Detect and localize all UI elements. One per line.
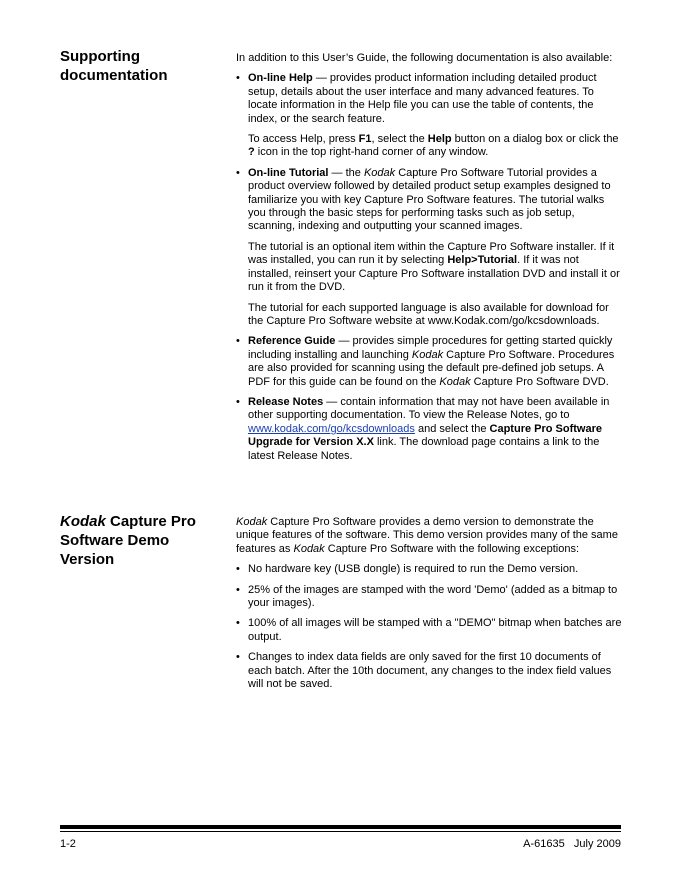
list-item-release-notes: • Release Notes — contain information that may not have been available in other supporting documentation. To view the Release Notes, go to www.kodak.com/go/kcsdownloads and select the Capture Pro Software Upgrade for Version X.X link. The download page contains a link to the latest Release Notes. xyxy=(236,395,610,462)
term-reference-guide: Reference Guide xyxy=(248,335,336,348)
bullet-icon: • xyxy=(236,395,240,408)
footer-rule-thin xyxy=(60,831,621,832)
list-item-online-tutorial: • On-line Tutorial — the Kodak Capture Pro Software Tutorial provides a product overview followed by detailed product setup examples designed to familiarize you with key Capture Pro Software features. The tutorial walks you through the basic steps for performing tasks such as job setup, scanning, indexing and outputting your scanned images. xyxy=(236,166,611,233)
list-item: • Changes to index data fields are only saved for the first 10 documents of each batch. After the 10th document, any changes to the index field values will not be saved. xyxy=(236,651,612,691)
bullet-icon: • xyxy=(236,651,240,664)
demo-intro-paragraph: Kodak Capture Pro Software provides a demo version to demonstrate the unique features of the software. This demo version provides many of the same features as Kodak Capture Pro Software with the following exceptions: xyxy=(236,516,618,555)
upgrade-link-label: Capture Pro Software Upgrade for Version X.X xyxy=(248,422,602,449)
section-title-supporting-documentation: Supporting documentation xyxy=(60,48,168,84)
page-number: 1-2 xyxy=(60,838,76,850)
help-access-paragraph: To access Help, press F1, select the Help button on a dialog box or click the ? icon in the top right-hand corner of any window. xyxy=(248,133,619,159)
list-item-reference-guide: • Reference Guide — provides simple procedures for getting started quickly including installing and launching Kodak Capture Pro Software. Procedures are also provided for scanning using the default pre-defined job setups. A PDF for this guide can be found on the Kodak Capture Pro Software DVD. xyxy=(236,335,615,388)
list-item-online-help xyxy=(236,72,622,126)
bullet-icon: • xyxy=(236,335,240,348)
term-online-help: On-line Help xyxy=(248,72,313,85)
document-id-date: A-61635 July 2009 xyxy=(523,838,621,850)
help-question-icon: ? xyxy=(248,146,255,159)
intro-paragraph: In addition to this User’s Guide, the following documentation is also available: xyxy=(236,52,613,64)
online-help-description: — provides product information including detailed product setup, details about the user interface and many advanced features. To locate information in the Help file you can use the table of contents, the index, or the search feature. xyxy=(248,72,597,125)
tutorial-install-paragraph: The tutorial is an optional item within the Capture Pro Software installer. If it was installed, you can run it by selecting Help>Tutorial. If it was not installed, reinsert your Capture Pro Software installation DVD and install it or run it from the DVD. xyxy=(248,240,620,294)
section-title-demo-version: Kodak Capture Pro Software Demo Version xyxy=(60,513,196,568)
term-online-tutorial: On-line Tutorial xyxy=(248,166,329,179)
bullet-icon: • xyxy=(236,563,240,576)
bullet-icon: • xyxy=(236,583,240,596)
demo-version-body xyxy=(236,516,622,698)
term-release-notes: Release Notes xyxy=(248,395,324,408)
bullet-icon: • xyxy=(236,617,240,630)
list-item: • No hardware key (USB dongle) is required to run the Demo version. xyxy=(236,563,579,576)
list-item: • 100% of all images will be stamped with a "DEMO" bitmap when batches are output. xyxy=(236,617,622,643)
footer-rule-thick xyxy=(60,825,621,829)
kcsdownloads-link[interactable]: www.kodak.com/go/kcsdownloads xyxy=(248,422,415,435)
bullet-icon: • xyxy=(236,166,240,179)
bullet-icon: • xyxy=(236,72,240,85)
tutorial-download-paragraph: The tutorial for each supported language is also available for download for the Capture Pro Software website at www.Kodak.com/go/kcsdownloads. xyxy=(248,301,609,327)
list-item: • 25% of the images are stamped with the word 'Demo' (added as a bitmap to your images). xyxy=(236,583,618,610)
supporting-documentation-body xyxy=(236,52,622,470)
